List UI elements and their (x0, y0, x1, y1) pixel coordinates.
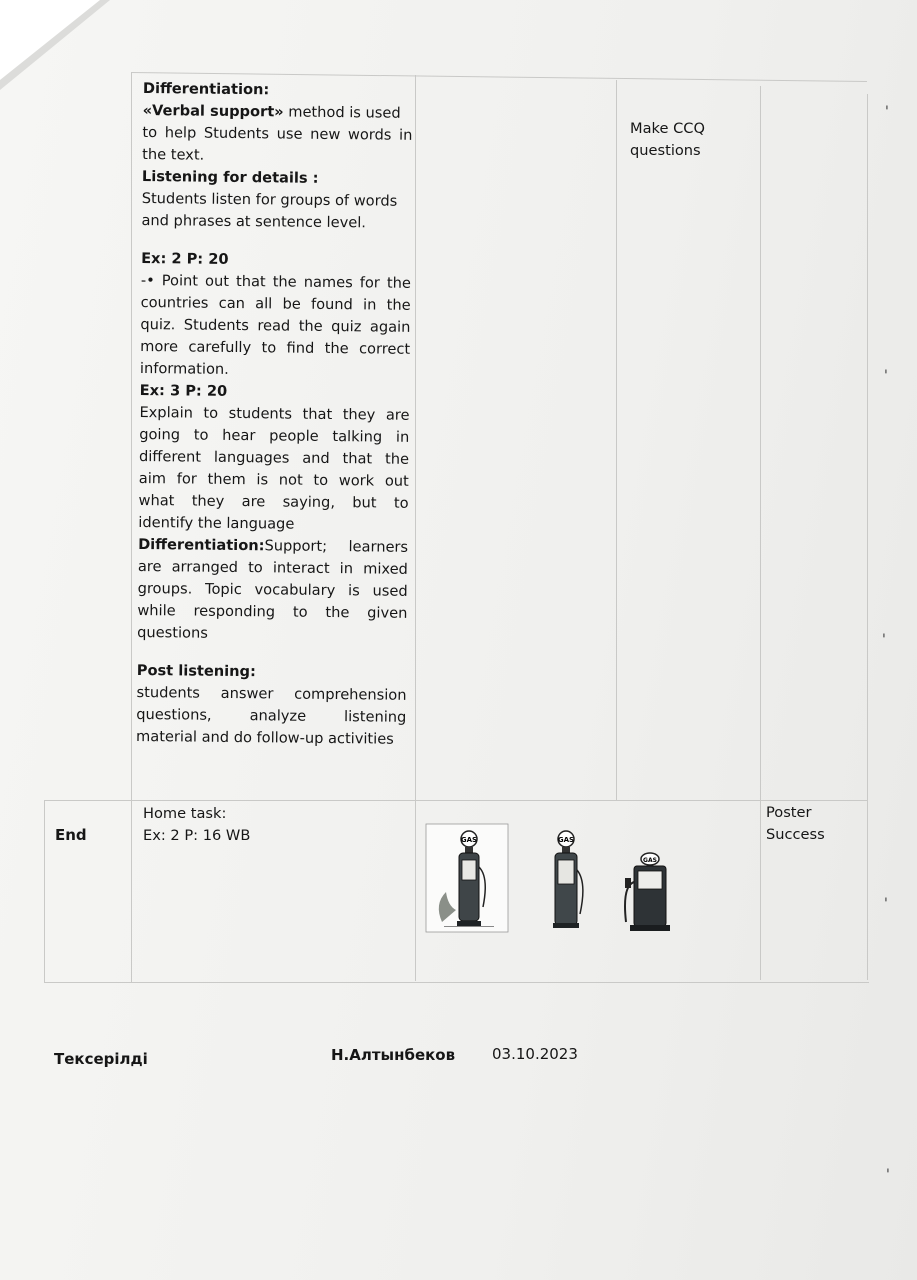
exercise-2-line: information. (139, 359, 229, 378)
edge-mark: ' (884, 896, 888, 912)
exercise-3-line: Explain to students that they are (139, 403, 410, 424)
exercise-2-line: quiz. Students read the quiz again (140, 315, 411, 336)
differentiation-support-text: Support; learners (264, 537, 409, 556)
listening-line: Students listen for groups of words (141, 189, 398, 210)
table-border (415, 75, 416, 981)
table-border (44, 800, 867, 801)
exercise-2-line: -• Point out that the names for the (140, 271, 411, 292)
exercise-2-line: more carefully to find the correct (140, 337, 411, 358)
exercise-3-line: identify the language (138, 513, 295, 533)
pump-sign: GAS (460, 836, 478, 844)
check-date: 03.10.2023 (492, 1045, 578, 1063)
table-border (616, 80, 617, 800)
verbal-support-name: «Verbal support» (142, 101, 284, 121)
edge-mark: ' (882, 632, 886, 648)
gas-pumps-illustration (424, 822, 684, 937)
checker-name: Н.Алтынбеков (331, 1046, 456, 1064)
post-listening-heading: Post listening: (136, 661, 256, 681)
exercise-3-line: going to hear people talking in (139, 425, 410, 446)
differentiation-support-line (138, 534, 408, 559)
post-listening-line: students answer comprehension (136, 683, 407, 704)
differentiation-line: groups. Topic vocabulary is used (137, 579, 408, 600)
resources-cell (766, 802, 825, 846)
verbal-support-line: to help Students use new words in (142, 123, 413, 144)
resource-item: Success (766, 826, 825, 843)
differentiation-line: are arranged to interact in mixed (137, 557, 408, 578)
exercise-3-line: aim for them is not to work out (138, 469, 409, 490)
verbal-support-line (143, 100, 413, 125)
edge-mark: ' (886, 1167, 890, 1183)
table-border (44, 800, 45, 983)
differentiation-heading-2: Differentiation: (138, 535, 265, 555)
lesson-activities-cell (136, 78, 413, 751)
verbal-support-line: the text. (142, 145, 205, 164)
folded-corner (0, 0, 100, 80)
gas-pump-icon (625, 853, 670, 931)
gas-pump-icon (553, 831, 583, 928)
pump-sign: GAS (557, 836, 575, 844)
ccq-line: questions (630, 142, 701, 159)
ccq-line: Make CCQ (630, 120, 705, 137)
exercise-3-line: different languages and that the (138, 447, 410, 468)
assessment-cell (630, 118, 750, 162)
home-task-heading: Home task: (143, 805, 227, 822)
post-listening-line: questions, analyze listening (136, 705, 407, 726)
table-border (131, 72, 132, 982)
differentiation-line: questions (137, 623, 208, 642)
table-border (760, 86, 761, 980)
resource-item: Poster (766, 804, 812, 821)
table-border (44, 982, 869, 983)
listening-line: and phrases at sentence level. (141, 211, 367, 232)
post-listening-line: material and do follow-up activities (136, 727, 394, 748)
verbal-support-rest: method is used (283, 103, 401, 122)
differentiation-line: while responding to the given (137, 601, 408, 622)
table-border (867, 94, 868, 980)
home-task-detail: Ex: 2 P: 16 WB (143, 827, 251, 844)
exercise-3-heading: Ex: 3 P: 20 (139, 381, 228, 400)
home-task-cell (143, 803, 250, 847)
edge-mark: ' (884, 368, 888, 384)
exercise-2-line: countries can all be found in the (140, 293, 411, 314)
checked-label: Тексерілді (54, 1050, 148, 1068)
differentiation-heading: Differentiation: (142, 79, 270, 99)
pump-sign: GAS (643, 857, 657, 864)
exercise-3-line: what they are saying, but to (138, 491, 409, 512)
edge-mark: ' (885, 104, 889, 120)
exercise-2-heading: Ex: 2 P: 20 (141, 249, 229, 268)
listening-heading: Listening for details : (141, 167, 319, 187)
stage-end-label: End (55, 826, 87, 844)
